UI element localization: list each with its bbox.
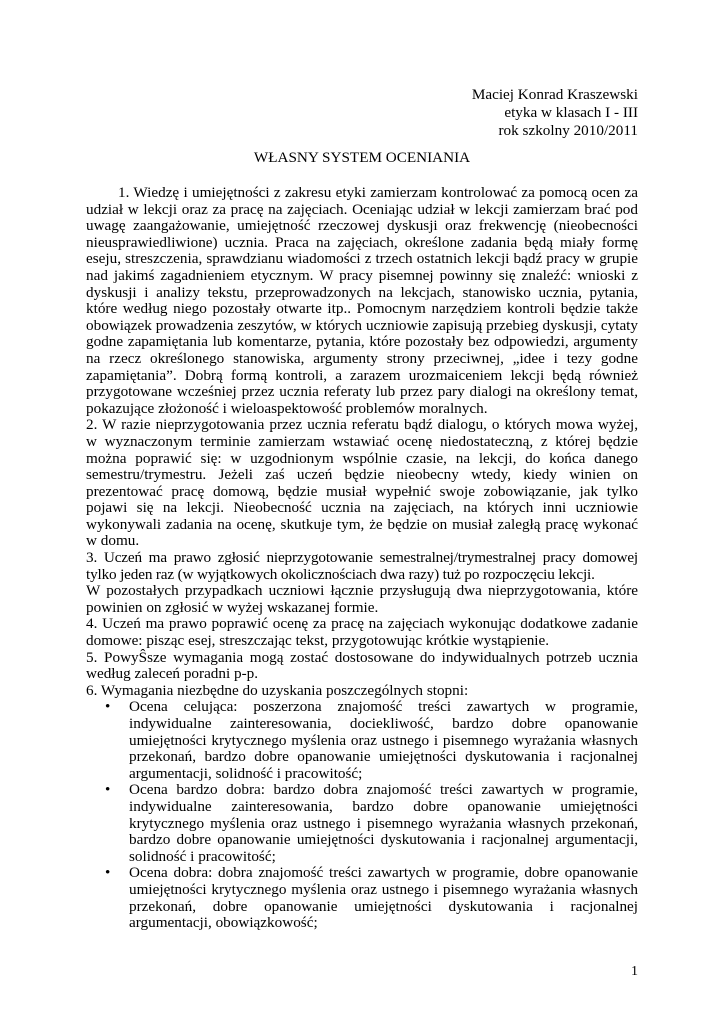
paragraph-6: 6. Wymagania niezbędne do uzyskania poszczególnych stopni:: [86, 681, 469, 699]
list-item: [86, 865, 638, 931]
document-header: [472, 86, 638, 140]
grade-celujaca: Ocena celująca: poszerzona znajomość treści zawartych w programie, indywidualne zainteresowania, dociekliwość, bardzo dobre opanowanie umiejętności krytycznego myślenia oraz ustnego i pisemnego wyrażania własnych przekonań, bardzo dobre opanowanie umiejętności dyskutowania i racjonalnej argumentacji, solidność i pracowitość;: [129, 698, 638, 782]
document-title: WŁASNY SYSTEM OCENIANIA: [253, 149, 471, 166]
paragraph-4: 4. Uczeń ma prawo poprawić ocenę za pracę na zajęciach wykonując dodatkowe zadanie domowe: pisząc esej, streszczając tekst, przygotowując krótkie wystąpienie.: [86, 615, 638, 650]
paragraph-1: 1. Wiedzę i umiejętności z zakresu etyki zamierzam kontrolować za pomocą ocen za udział w lekcji oraz za pracę na zajęciach. Oceniając udział w lekcji zamierzam brać pod uwagę zaangażowanie, umiejętność rzeczowej dyskusji oraz frekwencję (nieobecności nieusprawiedliwione) ucznia. Praca na zajęciach, określone zadania będą miały formę eseju, streszczenia, sprawdzianu wiadomości z trzech ostatnich lekcji bądź pracy w grupie nad jakimś zagadnieniem etycznym. W pracy pisemnej powinny się znaleźć: wnioski z dyskusji i analizy tekstu, przeprowadzonych na lekcjach, stanowisko ucznia, pytania, które według niego pozostały otwarte itp.. Pomocnym narzędziem kontroli będzie także obowiązek prowadzenia zeszytów, w których uczniowie zapisują przebieg dyskusji, cytaty godne zapamiętania lub komentarze, pytania, które pozostały bez odpowiedzi, argumenty na rzecz określonego stanowiska, argumenty strony przeciwnej, „idee i tezy godne zapamiętania”. Dobrą formą kontroli, a zarazem urozmaiceniem lekcji będą również przygotowane wcześniej przez ucznia referaty lub przez pary dialogi na określony temat, pokazujące złożoność i wieloaspektowość problemów moralnych.: [86, 184, 638, 417]
bullet-icon: •: [105, 781, 111, 799]
paragraph-2: 2. W razie nieprzygotowania przez ucznia referatu bądź dialogu, o których mowa wyżej, w wyznaczonym terminie zamierzam wstawiać ocenę niedostateczną, z której będzie można poprawić się: w uzgodnionym wspólnie czasie, na lekcji, do końca danego semestru/trymestru. Jeżeli zaś uczeń będzie nieobecny wtedy, kiedy winien on prezentować pracę domową, będzie musiał wypełnić swoje zobowiązanie, jak tylko pojawi się na lekcji. Nieobecność ucznia na zajęciach, na których inni uczniowie wykonywali zadania na ocenę, skutkuje tym, że będzie on musiał zaległą pracę wykonać w domu.: [86, 416, 638, 550]
subject-line: etyka w klasach I - III: [504, 104, 638, 121]
grade-requirements-list: [86, 699, 638, 931]
author-name: Maciej Konrad Kraszewski: [471, 86, 638, 103]
page-number: 1: [631, 964, 638, 979]
paragraph-3: 3. Uczeń ma prawo zgłosić nieprzygotowanie semestralnej/trymestralnej pracy domowej tylko jeden raz (w wyjątkowych okolicznościach dwa razy) tuż po rozpoczęciu lekcji.: [86, 549, 638, 583]
paragraph-5: 5. PowyŜsze wymagania mogą zostać dostosowane do indywidualnych potrzeb ucznia według zaleceń poradni p-p.: [86, 648, 638, 683]
bullet-icon: •: [105, 864, 111, 882]
school-year: rok szkolny 2010/2011: [498, 122, 638, 139]
document-body: [86, 185, 638, 932]
bullet-icon: •: [105, 698, 111, 716]
grade-dobra: Ocena dobra: dobra znajomość treści zawartych w programie, dobre opanowanie umiejętności krytycznego myślenia oraz ustnego i pisemnego wyrażania własnych przekonań, dobre opanowanie umiejętności dyskutowania i racjonalnej argumentacji, obowiązkowość;: [129, 864, 638, 932]
list-item: [86, 782, 638, 865]
paragraph-3-continued: W pozostałych przypadkach uczniowi łącznie przysługują dwa nieprzygotowania, które powinien on zgłosić w wyżej wskazanej formie.: [86, 582, 638, 616]
list-item: [86, 699, 638, 782]
grade-bardzo-dobra: Ocena bardzo dobra: bardzo dobra znajomość treści zawartych w programie, indywidualne zainteresowania, bardzo dobre opanowanie umiejętności krytycznego myślenia oraz ustnego i pisemnego wyrażania własnych przekonań, bardzo dobre opanowanie umiejętności dyskutowania i racjonalnej argumentacji, solidność i pracowitość;: [129, 781, 638, 865]
